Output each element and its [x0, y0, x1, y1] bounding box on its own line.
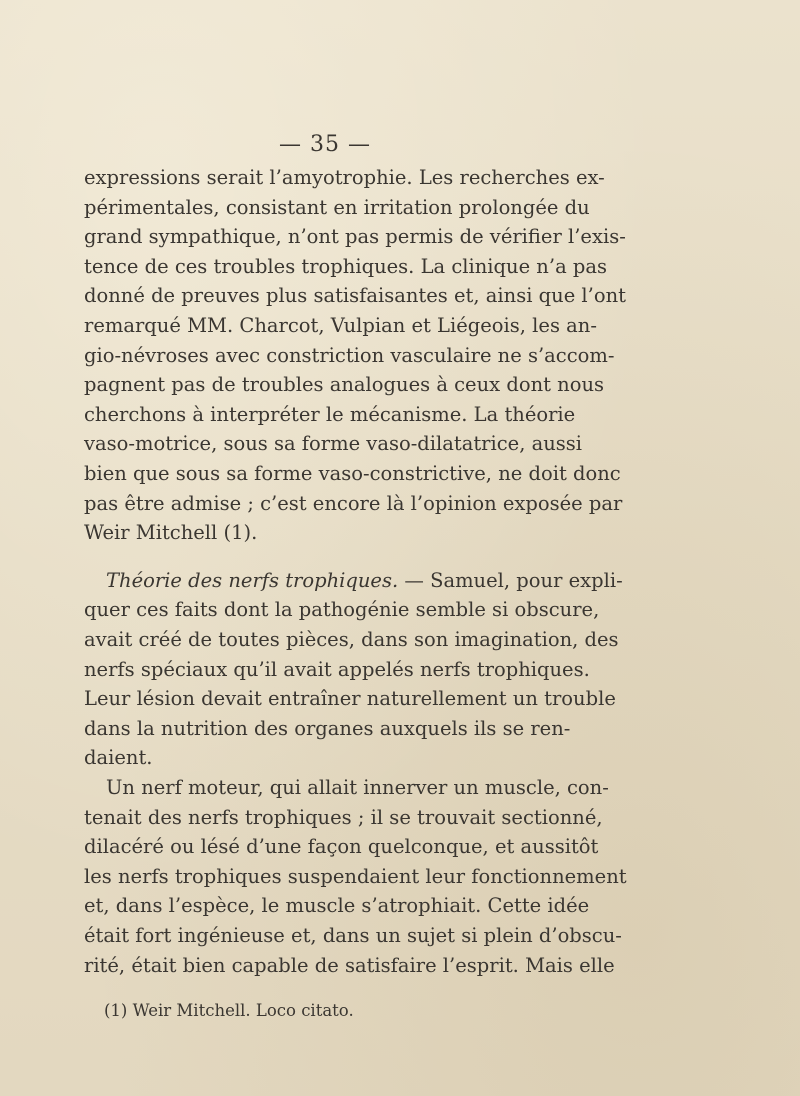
- text-line: pagnent pas de troubles analogues à ceux dont nous: [84, 373, 605, 397]
- text-line: était fort ingénieuse et, dans un sujet si plein d’obscu-: [84, 924, 622, 947]
- text-line: et, dans l’espèce, le muscle s’atrophiait. Cette idée: [84, 894, 590, 918]
- text-line: nerfs spéciaux qu’il avait appelés nerfs trophiques.: [84, 657, 590, 681]
- text-line: dilacéré ou lésé d’une façon quelconque, et aussitôt: [84, 835, 599, 859]
- text-line: avait créé de toutes pièces, dans son imagination, des: [84, 628, 619, 651]
- text-line: remarqué MM. Charcot, Vulpian et Liégeois, les an-: [84, 314, 597, 337]
- heading-line-rest: — Samuel, pour expli-: [398, 568, 623, 592]
- text-line: daient.: [84, 746, 153, 770]
- text-line: Weir Mitchell (1).: [84, 521, 258, 545]
- text-line: dans la nutrition des organes auxquels ils se ren-: [84, 716, 571, 740]
- text-line: périmentales, consistant en irritation prolongée du: [84, 195, 590, 219]
- text-line: tenait des nerfs trophiques ; il se trouvait sectionné,: [84, 805, 603, 829]
- text-line: rité, était bien capable de satisfaire l’esprit. Mais elle: [84, 953, 615, 977]
- text-line: Un nerf moteur, qui allait innerver un muscle, con-: [106, 776, 609, 799]
- section-heading: Théorie des nerfs trophiques.: [106, 568, 399, 592]
- text-line: tence de ces troubles trophiques. La clinique n’a pas: [84, 254, 608, 278]
- text-line: les nerfs trophiques suspendaient leur fonctionnement: [84, 864, 627, 888]
- footnote: (1) Weir Mitchell. Loco citato.: [104, 1001, 354, 1021]
- section-heading-line: [84, 567, 623, 595]
- text-line: Leur lésion devait entraîner naturellement un trouble: [84, 687, 616, 711]
- text-line: bien que sous sa forme vaso-constrictive, ne doit donc: [84, 462, 621, 485]
- text-line: gio-névroses avec constriction vasculaire ne s’accom-: [84, 343, 615, 367]
- text-line: quer ces faits dont la pathogénie semble si obscure,: [84, 598, 600, 622]
- text-line: expressions serait l’amyotrophie. Les recherches ex-: [84, 166, 605, 189]
- text-line: pas être admise ; c’est encore là l’opinion exposée par: [84, 491, 623, 515]
- text-line: grand sympathique, n’ont pas permis de vérifier l’exis-: [84, 225, 626, 249]
- text-line: cherchons à interpréter le mécanisme. La théorie: [84, 402, 576, 426]
- text-line: donné de preuves plus satisfaisantes et, ainsi que l’ont: [84, 284, 627, 308]
- page-number: — 35 —: [279, 132, 371, 157]
- text-line: vaso-motrice, sous sa forme vaso-dilatatrice, aussi: [84, 432, 583, 456]
